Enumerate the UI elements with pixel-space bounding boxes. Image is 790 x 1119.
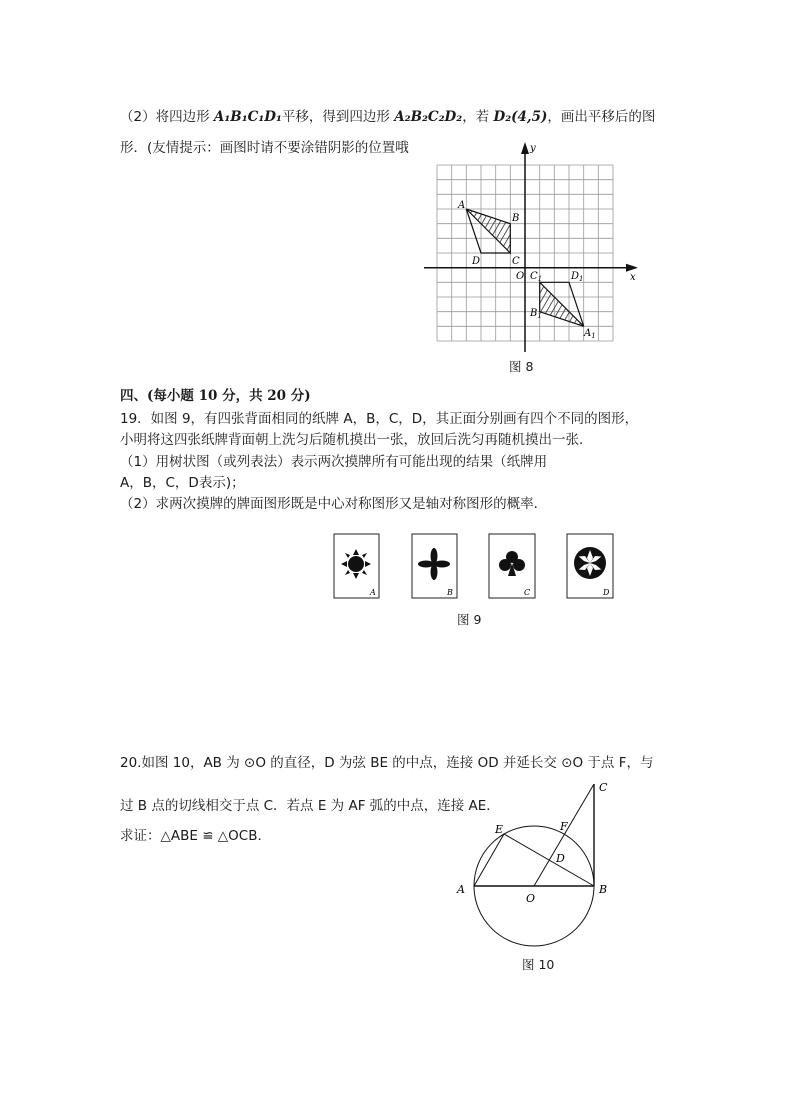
svg-text:B: B bbox=[599, 883, 608, 896]
svg-text:C: C bbox=[524, 588, 531, 597]
svg-text:O: O bbox=[526, 892, 536, 905]
q19-part1: （1）用树状图（或列表法）表示两次摸牌所有可能出现的结果（纸牌用 bbox=[120, 454, 548, 470]
text: ，画出平移后的图 bbox=[547, 109, 656, 125]
circle-geometry-figure bbox=[450, 775, 630, 975]
svg-text:C1: $C_1$ bbox=[530, 271, 543, 283]
svg-text:D: D bbox=[472, 256, 481, 267]
cards-figure bbox=[320, 525, 630, 615]
svg-text:B: B bbox=[512, 213, 520, 224]
svg-text:C: C bbox=[599, 781, 608, 794]
q19-part1-cont: A，B，C，D表示)； bbox=[120, 475, 245, 491]
card-c bbox=[489, 534, 535, 598]
q19-part2: （2）求两次摸牌的牌面图形既是中心对称图形又是轴对称图形的概率． bbox=[120, 496, 548, 512]
q19-line1: 19．如图 9，有四张背面相同的纸牌 A，B，C，D，其正面分别画有四个不同的图形， bbox=[120, 411, 639, 427]
math-quad1: A₁B₁C₁D₁ bbox=[213, 109, 282, 125]
svg-text:D: D bbox=[556, 852, 565, 865]
svg-text:C: C bbox=[512, 256, 520, 267]
svg-text:O: O bbox=[516, 271, 525, 282]
figure8-caption: 图 8 bbox=[509, 359, 534, 374]
svg-text:B1: $B_1$ bbox=[530, 308, 542, 320]
math-quad2: A₂B₂C₂D₂ bbox=[394, 109, 463, 125]
svg-text:B: B bbox=[447, 588, 453, 597]
text: 平移，得到四边形 bbox=[281, 109, 395, 125]
figure8-grid bbox=[420, 140, 650, 370]
text: ，若 bbox=[462, 109, 494, 125]
figure10-caption: 图 10 bbox=[522, 957, 555, 972]
coordinate-grid-figure bbox=[420, 140, 650, 370]
svg-text:D: D bbox=[603, 588, 610, 597]
q20-line1: 20.如图 10，AB 为 ⊙O 的直径，D 为弦 BE 的中点，连接 OD 并延长交 ⊙O 于点 F，与 bbox=[120, 755, 654, 771]
math-point: D₂(4,5) bbox=[493, 109, 548, 125]
card-a bbox=[334, 534, 379, 598]
figure9-caption: 图 9 bbox=[457, 612, 482, 627]
svg-text:D1: $D_1$ bbox=[571, 271, 584, 283]
q18-part2-line2: 形．(友情提示：画图时请不要涂错阴影的位置哦 bbox=[120, 140, 409, 156]
svg-text:x: x bbox=[630, 272, 636, 283]
q19-line2: 小明将这四张纸牌背面朝上洗匀后随机摸出一张，放回后洗匀再随机摸出一张． bbox=[120, 432, 593, 448]
card-b bbox=[412, 534, 457, 598]
figure10-geometry bbox=[450, 775, 630, 975]
q20-line3: 求证：△ABE ≌ △OCB． bbox=[120, 828, 271, 844]
section4-heading: 四、(每小题 10 分，共 20 分) bbox=[120, 388, 311, 404]
svg-text:y: y bbox=[530, 143, 536, 154]
svg-text:F: F bbox=[560, 820, 568, 833]
figure9-cards bbox=[320, 525, 630, 615]
q18-part2-line1 bbox=[120, 108, 655, 126]
card-d bbox=[567, 534, 613, 598]
q20-line2: 过 B 点的切线相交于点 C．若点 E 为 AF 弧的中点，连接 AE． bbox=[120, 798, 500, 814]
svg-text:A: A bbox=[370, 588, 376, 597]
svg-text:E: E bbox=[495, 823, 504, 836]
svg-text:A: A bbox=[457, 883, 465, 896]
label-A: A bbox=[458, 200, 466, 211]
svg-text:A1: $A_1$ bbox=[584, 328, 596, 340]
text: （2）将四边形 bbox=[120, 109, 214, 125]
